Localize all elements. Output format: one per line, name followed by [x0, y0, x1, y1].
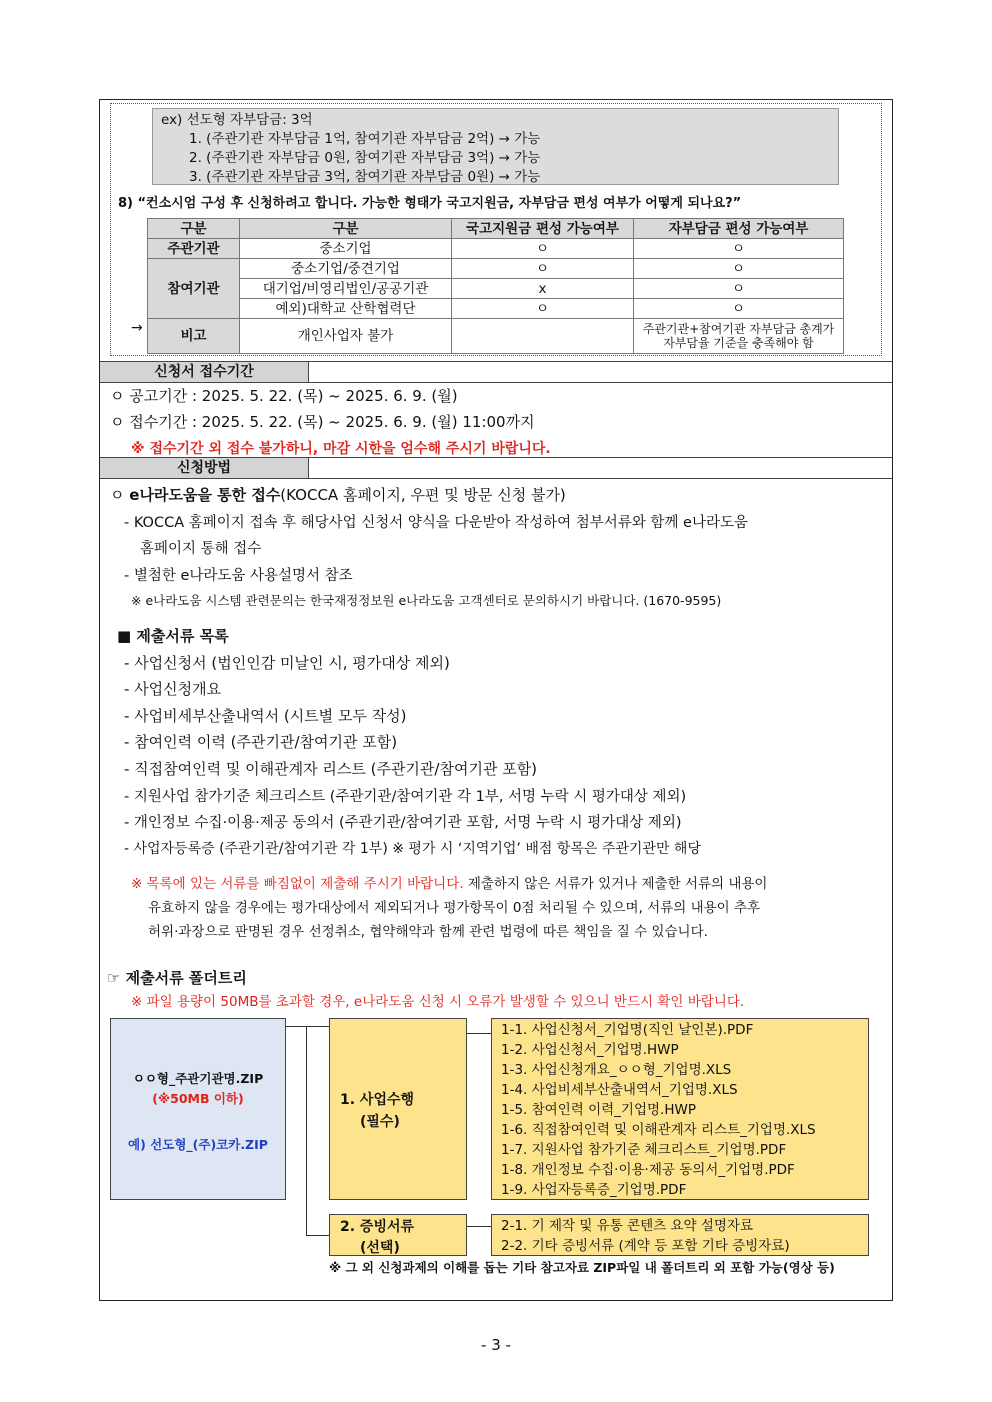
docs-header: ■ 제출서류 목록 — [117, 627, 229, 645]
table-cell — [452, 319, 634, 354]
connector — [306, 1235, 329, 1236]
table-header: 국고지원금 편성 가능여부 — [452, 219, 634, 239]
zip-name: ㅇㅇ형_주관기관명.ZIP — [132, 1071, 264, 1086]
folder-1-type: (필수) — [360, 1114, 400, 1130]
method-note: ※ e나라도움 시스템 관련문의는 한국재정정보원 e나라도움 고객센터로 문의하시기 바랍니다. (1670-9595) — [131, 593, 722, 608]
table-header-row — [148, 219, 844, 239]
folder-2-title: 2. 증빙서류 — [340, 1219, 415, 1235]
table-cell: 예외)대학교 산학협력단 — [240, 299, 452, 319]
page-number: - 3 - — [481, 1336, 511, 1354]
row-label-lead: 주관기관 — [148, 239, 240, 259]
table-row-note — [148, 319, 844, 354]
docs-warning-2: 유효하지 않을 경우에는 평가대상에서 제외되거나 평가항목이 0점 처리될 수 있으며, 서류의 내용이 추후 — [148, 900, 761, 916]
folder-2-files — [491, 1214, 869, 1256]
docs-warning-3: 허위·과장으로 판명된 경우 선정취소, 협약해약과 함께 관련 법령에 따른 책임을 질 수 있습니다. — [148, 924, 708, 940]
list-item: - 사업자등록증 (주관기관/참여기관 각 1부) ※ 평가 시 ‘지역기업’ 배점 항목은 주관기관만 해당 — [124, 841, 701, 857]
row-label-participant: 참여기관 — [148, 259, 240, 319]
docs-warning-1 — [131, 872, 767, 892]
list-item: - 사업비세부산출내역서 (시트별 모두 작성) — [124, 707, 407, 725]
file-item: 1-2. 사업신청서_기업명.HWP — [501, 1042, 679, 1058]
docs-warning-rest: 제출하지 않은 서류가 있거나 제출한 서류의 내용이 — [463, 876, 768, 892]
receipt-period: ㅇ 접수기간 : 2025. 5. 22. (목) ~ 2025. 6. 9. (월) 11:00까지 — [110, 413, 535, 431]
table-header: 구분 — [148, 219, 240, 239]
file-item: 1-4. 사업비세부산출내역서_기업명.XLS — [501, 1082, 738, 1098]
table-cell: 개인사업자 불가 — [240, 319, 452, 354]
connector — [467, 1226, 491, 1227]
table-cell: ㅇ — [634, 239, 844, 259]
table-cell: 대기업/비영리법인/공공기관 — [240, 279, 452, 299]
file-item: 1-9. 사업자등록증_기업명.PDF — [501, 1182, 687, 1198]
table-header: 자부담금 편성 가능여부 — [634, 219, 844, 239]
connector — [286, 1026, 307, 1027]
table-row — [148, 299, 844, 319]
table-cell: ㅇ — [634, 279, 844, 299]
method-main-bold: e나라도움을 통한 접수 — [129, 486, 281, 504]
file-item: 1-3. 사업신청개요_ㅇㅇ형_기업명.XLS — [501, 1062, 732, 1078]
connector — [306, 1026, 329, 1027]
list-item: - 사업신청개요 — [124, 680, 222, 698]
method-sub-1-cont: 홈페이지 통해 접수 — [140, 541, 262, 557]
folder-2-box — [329, 1214, 467, 1256]
connector — [467, 1033, 491, 1034]
method-sub-2: - 별첨한 e나라도움 사용설명서 참조 — [124, 568, 353, 584]
section-title: 신청방법 — [100, 458, 309, 478]
folder-2-type: (선택) — [360, 1240, 400, 1256]
folder-1-box — [329, 1018, 467, 1200]
example-line-1: 1. (주관기관 자부담금 1억, 참여기관 자부담금 2억) → 가능 — [189, 131, 541, 147]
section-header-period — [100, 361, 892, 383]
section-header-method — [100, 457, 892, 479]
zip-limit: (※50MB 이하) — [152, 1091, 244, 1106]
connector — [306, 1026, 307, 1235]
list-item: - 지원사업 참가기준 체크리스트 (주관기관/참여기관 각 1부, 서명 누락 시 평가대상 제외) — [124, 789, 687, 805]
table-cell: ㅇ — [452, 299, 634, 319]
tree-header: ☞ 제출서류 폴더트리 — [107, 969, 247, 987]
note-line-1: 주관기관+참여기관 자부담금 총계가 — [642, 322, 835, 336]
table-cell: ㅇ — [452, 239, 634, 259]
zip-box — [110, 1018, 286, 1200]
bullet: ㅇ — [110, 486, 130, 504]
table-cell-note — [634, 319, 844, 354]
file-item: 1-5. 참여인력 이력_기업명.HWP — [501, 1102, 696, 1118]
file-item: 1-7. 지원사업 참가기준 체크리스트_기업명.PDF — [501, 1142, 787, 1158]
period-warning: ※ 접수기간 외 접수 불가하니, 마감 시한을 엄수해 주시기 바랍니다. — [131, 441, 551, 457]
table-row — [148, 259, 844, 279]
folder-1-title: 1. 사업수행 — [340, 1092, 415, 1108]
list-item: - 참여인력 이력 (주관기관/참여기관 포함) — [124, 733, 398, 751]
table-cell: ㅇ — [634, 259, 844, 279]
table-row — [148, 239, 844, 259]
table-cell: x — [452, 279, 634, 299]
tree-warning: ※ 파일 용량이 50MB를 초과할 경우, e나라도움 신청 시 오류가 발생할 수 있으니 반드시 확인 바랍니다. — [131, 994, 745, 1010]
zip-example: 예) 선도형_(주)코카.ZIP — [128, 1137, 268, 1152]
example-line-2: 2. (주관기관 자부담금 0원, 참여기관 자부담금 3억) → 가능 — [189, 150, 541, 166]
folder-1-files — [491, 1018, 869, 1200]
example-line-3: 3. (주관기관 자부담금 3억, 참여기관 자부담금 0원) → 가능 — [189, 169, 541, 185]
notice-period: ㅇ 공고기간 : 2025. 5. 22. (목) ~ 2025. 6. 9. (월) — [110, 387, 458, 405]
table-row — [148, 279, 844, 299]
file-item: 2-1. 기 제작 및 유통 콘텐츠 요약 설명자료 — [501, 1218, 753, 1234]
file-item: 1-8. 개인정보 수집·이용·제공 동의서_기업명.PDF — [501, 1162, 795, 1178]
file-item: 1-6. 직접참여인력 및 이해관계자 리스트_기업명.XLS — [501, 1122, 816, 1138]
file-item: 1-1. 사업신청서_기업명(직인 날인본).PDF — [501, 1022, 754, 1038]
method-sub-1: - KOCCA 홈페이지 접속 후 해당사업 신청서 양식을 다운받아 작성하여 첨부서류와 함께 e나라도움 — [124, 515, 749, 531]
example-box — [152, 108, 839, 185]
consortium-table — [147, 218, 844, 354]
example-title: ex) 선도형 자부담금: 3억 — [161, 112, 313, 128]
tree-footnote: ※ 그 외 신청과제의 이해를 돕는 기타 참고자료 ZIP파일 내 폴더트리 외 포함 가능(영상 등) — [329, 1260, 835, 1275]
list-item: - 직접참여인력 및 이해관계자 리스트 (주관기관/참여기관 포함) — [124, 760, 538, 778]
docs-warning-red: ※ 목록에 있는 서류를 빠짐없이 제출해 주시기 바랍니다. — [131, 876, 464, 892]
section-title: 신청서 접수기간 — [100, 362, 309, 382]
table-cell: 중소기업 — [240, 239, 452, 259]
list-item: - 개인정보 수집·이용·제공 동의서 (주관기관/참여기관 포함, 서명 누락 시 평가대상 제외) — [124, 815, 682, 831]
arrow-marker: → — [131, 320, 143, 336]
note-line-2: 자부담율 기준을 충족해야 함 — [663, 336, 814, 350]
row-label-note: 비고 — [148, 319, 240, 354]
table-header: 구분 — [240, 219, 452, 239]
list-item: - 사업신청서 (법인인감 미날인 시, 평가대상 제외) — [124, 654, 450, 672]
file-item: 2-2. 기타 증빙서류 (계약 등 포함 기타 증빙자료) — [501, 1238, 790, 1254]
table-cell: 중소기업/중견기업 — [240, 259, 452, 279]
method-main — [110, 484, 566, 505]
method-main-rest: (KOCCA 홈페이지, 우편 및 방문 신청 불가) — [280, 486, 566, 504]
question-8: 8) “컨소시엄 구성 후 신청하려고 합니다. 가능한 형태가 국고지원금, 자부담금 편성 여부가 어떻게 되나요?” — [118, 196, 742, 211]
table-cell: ㅇ — [634, 299, 844, 319]
table-cell: ㅇ — [452, 259, 634, 279]
